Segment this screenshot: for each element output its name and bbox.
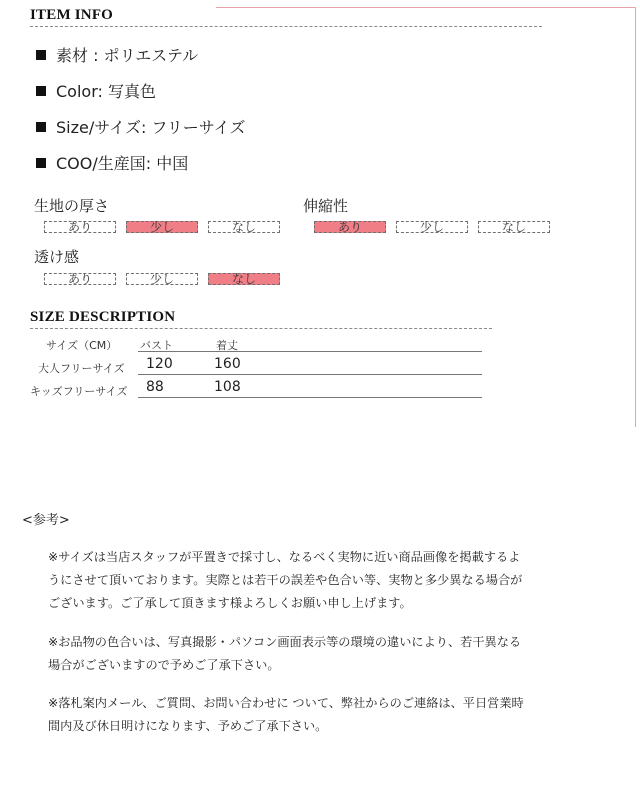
size-row-divider (138, 374, 482, 375)
size-row-bust: 120 (146, 356, 173, 372)
thickness-option-none: なし (208, 221, 280, 233)
spec-text: COO/生産国: 中国 (56, 154, 189, 173)
size-header-size: サイズ（CM） (46, 339, 118, 352)
size-row-divider (138, 351, 482, 352)
size-row-length: 160 (214, 356, 241, 372)
thickness-option-yes: あり (44, 221, 116, 233)
reference-note-color (48, 631, 548, 677)
square-bullet-icon (36, 86, 46, 96)
item-info-heading: ITEM INFO (30, 7, 114, 23)
spec-color (36, 79, 156, 102)
spec-size (36, 115, 246, 138)
note-line: ※お品物の色合いは、写真撮影・パソコン画面表示等の環境の違いにより、若干異なる (48, 635, 522, 649)
reference-note-contact (48, 692, 548, 738)
reference-note-sizing (48, 546, 548, 615)
sheer-option-some: 少し (126, 273, 198, 285)
item-info-divider (30, 26, 542, 27)
size-row-label: キッズフリーサイズ (30, 385, 128, 398)
stretch-option-yes: あり (314, 221, 386, 233)
spec-material (36, 43, 198, 66)
thickness-option-some: 少し (126, 221, 198, 233)
frame-border-right (635, 7, 636, 427)
frame-border-top (216, 7, 636, 8)
square-bullet-icon (36, 158, 46, 168)
note-line: うにさせて頂いております。実際とは若干の誤差や色合い等、実物と多少異なる場合が (48, 573, 523, 587)
note-line: ※サイズは当店スタッフが平置きで採寸し、なるべく実物に近い商品画像を掲載するよ (48, 550, 521, 564)
note-line: ※落札案内メール、ご質問、お問い合わせに ついて、弊社からのご連絡は、平日営業時 (48, 696, 524, 710)
thickness-title: 生地の厚さ (34, 197, 110, 215)
spec-coo (36, 151, 188, 174)
size-row-length: 108 (214, 379, 241, 395)
note-line: 場合がございますので予めご了承下さい。 (48, 658, 280, 672)
sheer-option-yes: あり (44, 273, 116, 285)
spec-text: 素材 : ポリエステル (56, 46, 199, 65)
size-row-bust: 88 (146, 379, 164, 395)
stretch-option-some: 少し (396, 221, 468, 233)
spec-text: Color: 写真色 (56, 82, 156, 101)
stretch-title: 伸縮性 (303, 197, 349, 215)
size-header-bust: バスト (140, 339, 173, 352)
size-description-heading: SIZE DESCRIPTION (30, 309, 176, 325)
stretch-option-none: なし (478, 221, 550, 233)
square-bullet-icon (36, 50, 46, 60)
sheer-title: 透け感 (34, 248, 80, 266)
size-row-divider (138, 397, 482, 398)
note-line: ございます。ご了承して頂きます様よろしくお願い申し上げます。 (48, 596, 412, 610)
sheer-option-none: なし (208, 273, 280, 285)
note-line: 間内及び休日明けになります、予めご了承下さい。 (48, 719, 328, 733)
size-row-label: 大人フリーサイズ (38, 362, 125, 375)
size-header-length: 着丈 (216, 339, 238, 352)
spec-text: Size/サイズ: フリーサイズ (56, 118, 246, 137)
square-bullet-icon (36, 122, 46, 132)
size-description-divider (30, 328, 492, 329)
reference-title: <参考> (22, 513, 70, 528)
